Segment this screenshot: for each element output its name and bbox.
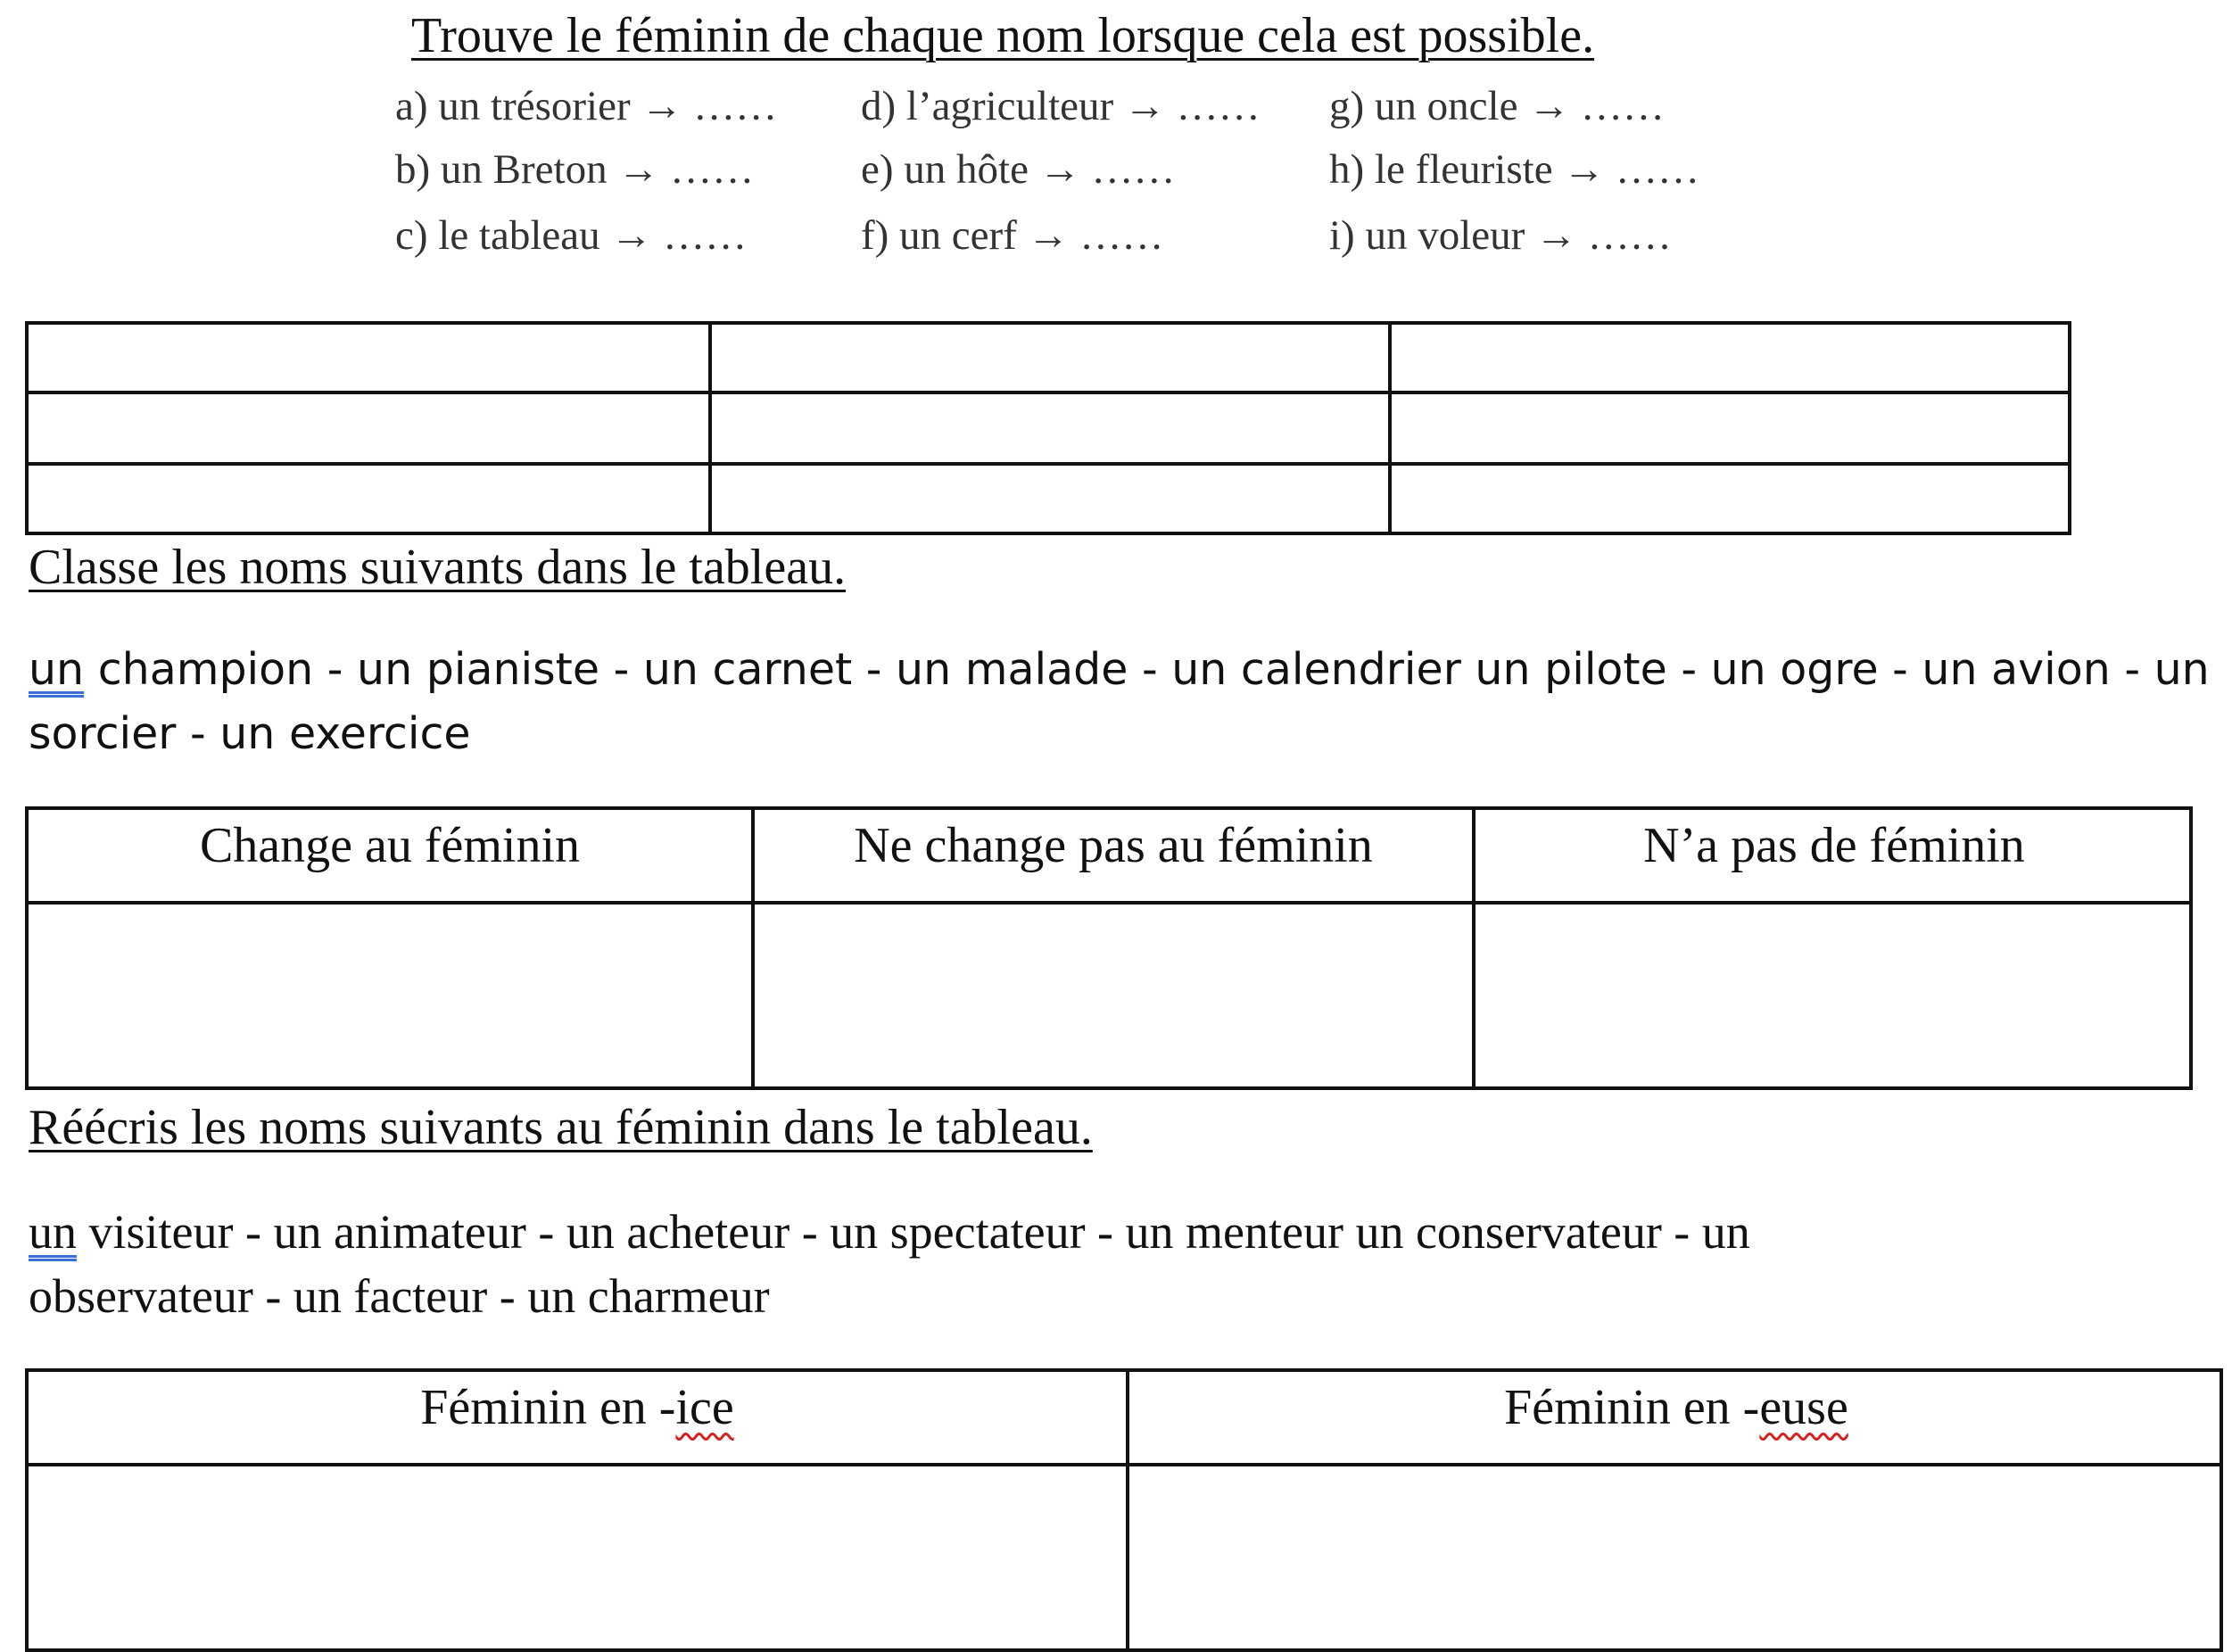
column-header-ice bbox=[29, 1380, 1126, 1435]
exercise1-title: Trouve le féminin de chaque nom lorsque cela est possible. bbox=[411, 8, 1595, 63]
column-header-euse bbox=[1129, 1380, 2223, 1435]
item-f: f) un cerf → …… bbox=[861, 212, 1164, 259]
exercise2-title: Classe les noms suivants dans le tableau. bbox=[29, 540, 847, 595]
table-divider bbox=[29, 1463, 2220, 1466]
column-header-ice-suffix: ice bbox=[675, 1380, 734, 1435]
column-header-change: Change au féminin bbox=[199, 818, 581, 873]
column-header-no-feminine: N’a pas de féminin bbox=[1643, 818, 2025, 873]
exercise3-word-list-line2: observateur - un facteur - un charmeur bbox=[29, 1269, 770, 1323]
exercise3-first-word: un bbox=[29, 1205, 77, 1259]
feminine-table bbox=[25, 1368, 2223, 1652]
table-divider bbox=[29, 901, 2189, 904]
grid-divider bbox=[29, 391, 2068, 394]
column-header-euse-prefix: Féminin en - bbox=[1504, 1380, 1760, 1435]
grid-divider bbox=[708, 325, 712, 532]
grid-divider bbox=[1388, 325, 1392, 532]
exercise3-title: Réécris les noms suivants au féminin dans le tableau. bbox=[29, 1100, 1093, 1155]
exercise3-word-list bbox=[29, 1204, 1750, 1260]
exercise2-words: champion - un pianiste - un carnet - un malade - un calendrier un pilote - un ogre - un avion - un bbox=[84, 644, 2210, 695]
exercise2-first-word: un bbox=[29, 644, 85, 695]
item-d: d) l’agriculteur → …… bbox=[861, 83, 1261, 129]
item-g: g) un oncle → …… bbox=[1329, 83, 1665, 129]
item-a: a) un trésorier → …… bbox=[395, 83, 778, 129]
item-c: c) le tableau → …… bbox=[395, 212, 748, 259]
exercise2-word-list bbox=[29, 644, 2210, 695]
classify-table bbox=[25, 806, 2193, 1090]
item-b: b) un Breton → …… bbox=[395, 146, 755, 193]
exercise3-words: visiteur - un animateur - un acheteur - un spectateur - un menteur un conservateur - un bbox=[77, 1205, 1750, 1259]
column-header-no-change: Ne change pas au féminin bbox=[854, 818, 1373, 873]
item-e: e) un hôte → …… bbox=[861, 146, 1176, 193]
item-h: h) le fleuriste → …… bbox=[1329, 146, 1700, 193]
column-header-euse-suffix: euse bbox=[1759, 1380, 1848, 1435]
item-i: i) un voleur → …… bbox=[1329, 212, 1672, 259]
exercise2-word-list-line2: sorcier - un exercice bbox=[29, 708, 471, 759]
grid-divider bbox=[29, 462, 2068, 466]
answer-grid bbox=[25, 321, 2071, 535]
column-header-ice-prefix: Féminin en - bbox=[420, 1380, 676, 1435]
